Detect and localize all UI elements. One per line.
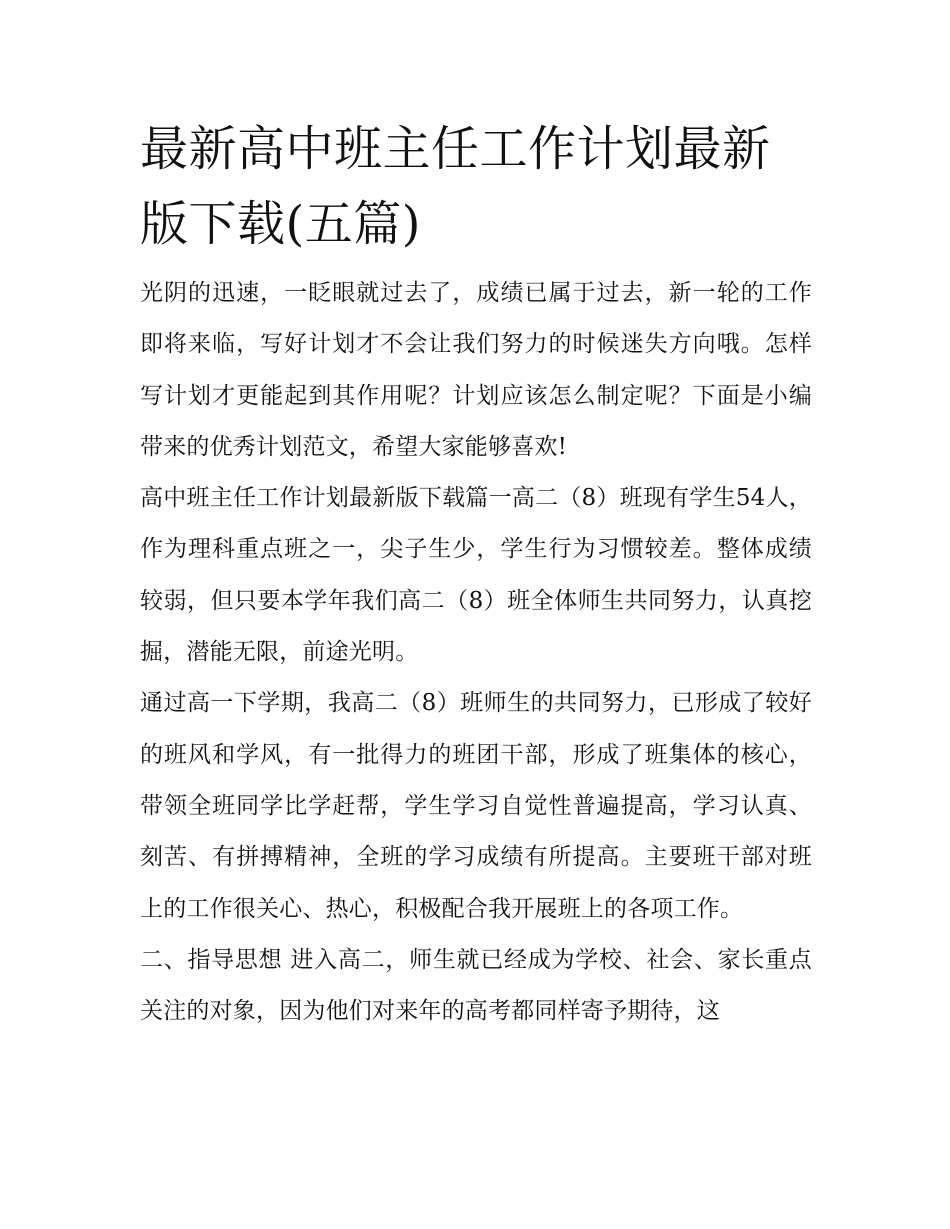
paragraph-class-overview: 高中班主任工作计划最新版下载篇一高二（8）班现有学生54人，作为理科重点班之一，尖子生少，学生行为习惯较差。整体成绩较弱，但只要本学年我们高二（8）班全体师生共同努力，认真挖掘，潜能无限，前途光明。 xyxy=(140,485,812,666)
document-title: 最新高中班主任工作计划最新版下载(五篇) xyxy=(140,121,771,252)
paragraph-guiding-ideology: 二、指导思想 进入高二，师生就已经成为学校、社会、家长重点关注的对象，因为他们对来年的高考都同样寄予期待，这 xyxy=(140,946,812,1025)
paragraph-intro: 光阴的迅速，一眨眼就过去了，成绩已属于过去，新一轮的工作即将来临，写好计划才不会让我们努力的时候迷失方向哦。怎样写计划才更能起到其作用呢？计划应该怎么制定呢？下面是小编带来的优秀计划范文，希望大家能够喜欢! xyxy=(140,280,812,460)
document-body xyxy=(140,268,812,1037)
paragraph-class-progress: 通过高一下学期，我高二（8）班师生的共同努力，已形成了较好的班风和学风，有一批得力的班团干部，形成了班集体的核心，带领全班同学比学赶帮，学生学习自觉性普遍提高，学习认真、刻苦、有拼搏精神，全班的学习成绩有所提高。主要班干部对班上的工作很关心、热心，积极配合我开展班上的各项工作。 xyxy=(140,690,812,922)
document-page xyxy=(140,112,812,1037)
